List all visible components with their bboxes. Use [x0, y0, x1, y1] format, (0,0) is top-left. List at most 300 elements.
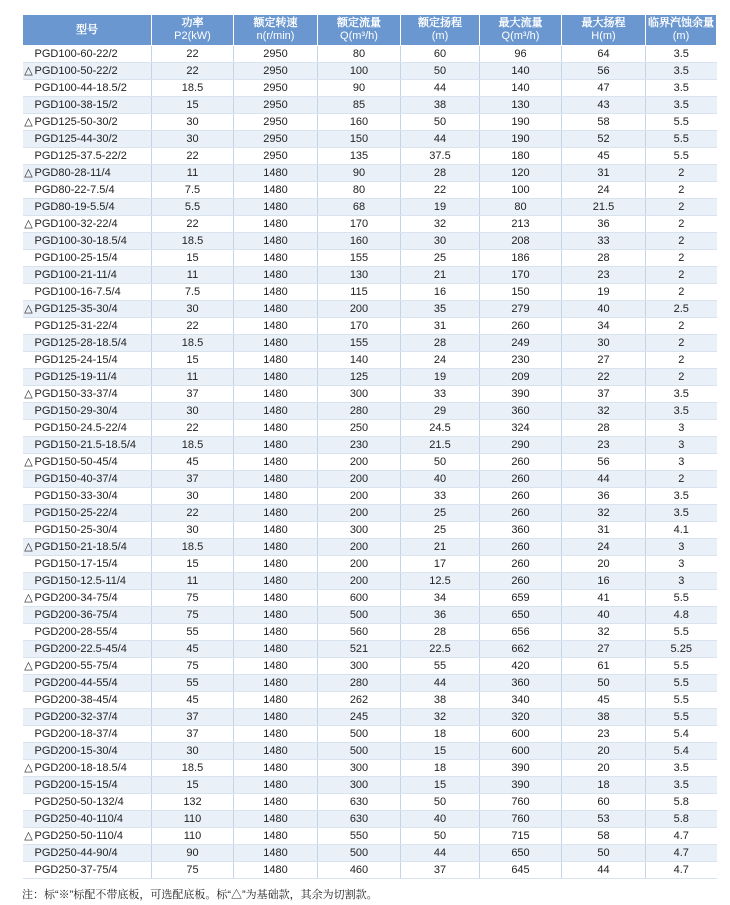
cell-model — [23, 573, 152, 590]
cell-n: 1480 — [234, 811, 318, 828]
cell-npsh: 4.7 — [646, 828, 717, 845]
cell-p: 11 — [152, 573, 234, 590]
cell-h: 32 — [401, 216, 480, 233]
cell-n: 1480 — [234, 471, 318, 488]
cell-hmax: 36 — [562, 488, 646, 505]
cell-h: 50 — [401, 63, 480, 80]
cell-q: 500 — [318, 726, 401, 743]
triangle-icon: △ — [24, 592, 33, 604]
header-max-flow: 最大流量 Q(m³/h) — [480, 15, 562, 46]
cell-n: 1480 — [234, 522, 318, 539]
cell-qmax: 190 — [480, 131, 562, 148]
cell-n: 1480 — [234, 743, 318, 760]
cell-q: 200 — [318, 301, 401, 318]
cell-model — [23, 165, 152, 182]
cell-h: 37.5 — [401, 148, 480, 165]
cell-qmax: 190 — [480, 114, 562, 131]
model-name: PGD150-29-30/4 — [34, 405, 118, 417]
cell-n: 2950 — [234, 63, 318, 80]
table-row — [23, 284, 717, 301]
header-rated-speed: 额定转速 n(r/min) — [234, 15, 318, 46]
cell-hmax: 44 — [562, 862, 646, 879]
cell-p: 30 — [152, 488, 234, 505]
model-name: PGD125-24-15/4 — [34, 354, 118, 366]
cell-npsh: 2 — [646, 216, 717, 233]
cell-n: 2950 — [234, 80, 318, 97]
cell-n: 1480 — [234, 318, 318, 335]
cell-q: 500 — [318, 743, 401, 760]
table-row — [23, 590, 717, 607]
cell-model — [23, 233, 152, 250]
cell-model — [23, 726, 152, 743]
cell-q: 200 — [318, 471, 401, 488]
cell-model — [23, 692, 152, 709]
cell-n: 1480 — [234, 794, 318, 811]
cell-model — [23, 131, 152, 148]
cell-qmax: 656 — [480, 624, 562, 641]
cell-n: 1480 — [234, 573, 318, 590]
cell-hmax: 19 — [562, 284, 646, 301]
cell-q: 160 — [318, 233, 401, 250]
cell-qmax: 662 — [480, 641, 562, 658]
cell-npsh: 3.5 — [646, 97, 717, 114]
table-row — [23, 607, 717, 624]
cell-hmax: 50 — [562, 675, 646, 692]
cell-hmax: 20 — [562, 743, 646, 760]
cell-p: 7.5 — [152, 284, 234, 301]
cell-model — [23, 488, 152, 505]
model-name: PGD80-28-11/4 — [34, 167, 111, 179]
table-row — [23, 216, 717, 233]
cell-h: 37 — [401, 862, 480, 879]
cell-qmax: 420 — [480, 658, 562, 675]
cell-hmax: 16 — [562, 573, 646, 590]
table-row — [23, 233, 717, 250]
model-name: PGD200-38-45/4 — [34, 694, 118, 706]
cell-q: 85 — [318, 97, 401, 114]
cell-model — [23, 760, 152, 777]
footnote: 注：标“※”标配不带底板，可选配底板。标“△”为基础款，其余为切割款。 — [22, 889, 378, 901]
model-name: PGD80-19-5.5/4 — [34, 201, 115, 213]
cell-p: 22 — [152, 318, 234, 335]
cell-h: 36 — [401, 607, 480, 624]
cell-h: 18 — [401, 726, 480, 743]
cell-p: 15 — [152, 777, 234, 794]
cell-npsh: 2 — [646, 369, 717, 386]
model-name: PGD250-40-110/4 — [34, 813, 123, 825]
cell-qmax: 120 — [480, 165, 562, 182]
cell-model — [23, 80, 152, 97]
cell-p: 30 — [152, 131, 234, 148]
cell-hmax: 31 — [562, 522, 646, 539]
cell-hmax: 23 — [562, 267, 646, 284]
cell-model — [23, 148, 152, 165]
cell-h: 40 — [401, 471, 480, 488]
model-name: PGD100-21-11/4 — [34, 269, 117, 281]
cell-npsh: 3.5 — [646, 386, 717, 403]
cell-h: 32 — [401, 709, 480, 726]
cell-p: 55 — [152, 624, 234, 641]
cell-p: 132 — [152, 794, 234, 811]
cell-p: 18.5 — [152, 80, 234, 97]
cell-n: 1480 — [234, 199, 318, 216]
cell-p: 18.5 — [152, 437, 234, 454]
cell-q: 200 — [318, 488, 401, 505]
cell-model — [23, 318, 152, 335]
triangle-icon: △ — [24, 762, 33, 774]
cell-npsh: 5.8 — [646, 811, 717, 828]
cell-p: 15 — [152, 97, 234, 114]
cell-model — [23, 250, 152, 267]
cell-model — [23, 641, 152, 658]
cell-p: 22 — [152, 505, 234, 522]
cell-npsh: 5.5 — [646, 658, 717, 675]
cell-q: 155 — [318, 335, 401, 352]
cell-hmax: 43 — [562, 97, 646, 114]
cell-q: 160 — [318, 114, 401, 131]
cell-hmax: 32 — [562, 505, 646, 522]
cell-n: 1480 — [234, 709, 318, 726]
header-rated-head: 额定扬程 (m) — [401, 15, 480, 46]
cell-model — [23, 267, 152, 284]
cell-p: 22 — [152, 46, 234, 63]
cell-q: 300 — [318, 760, 401, 777]
cell-hmax: 50 — [562, 845, 646, 862]
cell-h: 30 — [401, 233, 480, 250]
cell-h: 55 — [401, 658, 480, 675]
cell-qmax: 290 — [480, 437, 562, 454]
cell-model — [23, 284, 152, 301]
table-header-row — [23, 15, 717, 46]
table-row — [23, 148, 717, 165]
cell-hmax: 30 — [562, 335, 646, 352]
cell-npsh: 2 — [646, 318, 717, 335]
cell-npsh: 2.5 — [646, 301, 717, 318]
cell-p: 37 — [152, 471, 234, 488]
cell-npsh: 5.4 — [646, 743, 717, 760]
cell-qmax: 208 — [480, 233, 562, 250]
table-row — [23, 726, 717, 743]
cell-p: 7.5 — [152, 182, 234, 199]
triangle-icon: △ — [24, 388, 33, 400]
cell-p: 75 — [152, 607, 234, 624]
cell-p: 37 — [152, 386, 234, 403]
cell-model — [23, 556, 152, 573]
cell-q: 630 — [318, 794, 401, 811]
cell-h: 60 — [401, 46, 480, 63]
model-name: PGD250-50-110/4 — [34, 830, 123, 842]
cell-model — [23, 845, 152, 862]
cell-h: 21 — [401, 267, 480, 284]
cell-hmax: 47 — [562, 80, 646, 97]
cell-q: 170 — [318, 318, 401, 335]
table-row — [23, 658, 717, 675]
cell-p: 75 — [152, 590, 234, 607]
cell-n: 1480 — [234, 437, 318, 454]
cell-n: 1480 — [234, 352, 318, 369]
cell-q: 245 — [318, 709, 401, 726]
cell-model — [23, 590, 152, 607]
table-row — [23, 556, 717, 573]
cell-h: 40 — [401, 811, 480, 828]
model-name: PGD200-15-15/4 — [34, 779, 118, 791]
table-row — [23, 46, 717, 63]
cell-h: 16 — [401, 284, 480, 301]
cell-q: 80 — [318, 182, 401, 199]
cell-n: 2950 — [234, 148, 318, 165]
cell-q: 250 — [318, 420, 401, 437]
cell-hmax: 40 — [562, 301, 646, 318]
cell-npsh: 4.7 — [646, 862, 717, 879]
cell-qmax: 260 — [480, 573, 562, 590]
cell-h: 24.5 — [401, 420, 480, 437]
cell-npsh: 3 — [646, 454, 717, 471]
cell-npsh: 5.4 — [646, 726, 717, 743]
cell-h: 24 — [401, 352, 480, 369]
cell-p: 90 — [152, 845, 234, 862]
model-name: PGD200-55-75/4 — [34, 660, 118, 672]
cell-hmax: 23 — [562, 437, 646, 454]
cell-q: 280 — [318, 675, 401, 692]
model-name: PGD200-18-18.5/4 — [34, 762, 127, 774]
table-row — [23, 675, 717, 692]
cell-q: 80 — [318, 46, 401, 63]
cell-qmax: 650 — [480, 607, 562, 624]
cell-qmax: 140 — [480, 63, 562, 80]
triangle-icon: △ — [24, 303, 33, 315]
table-row — [23, 369, 717, 386]
cell-q: 300 — [318, 522, 401, 539]
cell-hmax: 24 — [562, 539, 646, 556]
triangle-icon: △ — [24, 830, 33, 842]
table-row — [23, 454, 717, 471]
cell-npsh: 3.5 — [646, 403, 717, 420]
model-name: PGD150-21-18.5/4 — [34, 541, 127, 553]
table-row — [23, 828, 717, 845]
cell-h: 29 — [401, 403, 480, 420]
cell-npsh: 5.25 — [646, 641, 717, 658]
cell-h: 44 — [401, 845, 480, 862]
cell-h: 19 — [401, 369, 480, 386]
cell-npsh: 5.5 — [646, 692, 717, 709]
cell-model — [23, 471, 152, 488]
table-row — [23, 539, 717, 556]
triangle-icon: △ — [24, 660, 33, 672]
model-name: PGD200-34-75/4 — [34, 592, 118, 604]
cell-n: 1480 — [234, 641, 318, 658]
cell-h: 50 — [401, 454, 480, 471]
cell-qmax: 390 — [480, 386, 562, 403]
cell-npsh: 4.7 — [646, 845, 717, 862]
cell-qmax: 279 — [480, 301, 562, 318]
cell-h: 21.5 — [401, 437, 480, 454]
cell-qmax: 600 — [480, 726, 562, 743]
cell-h: 28 — [401, 165, 480, 182]
triangle-icon: △ — [24, 116, 33, 128]
cell-hmax: 52 — [562, 131, 646, 148]
cell-p: 22 — [152, 420, 234, 437]
model-name: PGD150-50-45/4 — [34, 456, 118, 468]
cell-p: 45 — [152, 641, 234, 658]
cell-n: 1480 — [234, 624, 318, 641]
model-name: PGD150-12.5-11/4 — [34, 575, 127, 587]
cell-npsh: 5.5 — [646, 709, 717, 726]
cell-hmax: 56 — [562, 454, 646, 471]
cell-n: 1480 — [234, 454, 318, 471]
cell-qmax: 213 — [480, 216, 562, 233]
table-row — [23, 63, 717, 80]
cell-q: 140 — [318, 352, 401, 369]
model-name: PGD100-60-22/2 — [34, 48, 118, 60]
cell-p: 22 — [152, 216, 234, 233]
cell-h: 22 — [401, 182, 480, 199]
cell-hmax: 22 — [562, 369, 646, 386]
cell-model — [23, 539, 152, 556]
cell-n: 1480 — [234, 590, 318, 607]
cell-q: 500 — [318, 607, 401, 624]
cell-hmax: 58 — [562, 114, 646, 131]
cell-n: 1480 — [234, 539, 318, 556]
cell-model — [23, 182, 152, 199]
cell-q: 630 — [318, 811, 401, 828]
model-name: PGD150-17-15/4 — [34, 558, 118, 570]
cell-hmax: 61 — [562, 658, 646, 675]
model-name: PGD125-19-11/4 — [34, 371, 117, 383]
table-row — [23, 777, 717, 794]
cell-n: 1480 — [234, 726, 318, 743]
cell-qmax: 390 — [480, 760, 562, 777]
cell-npsh: 3.5 — [646, 505, 717, 522]
cell-model — [23, 335, 152, 352]
model-name: PGD250-37-75/4 — [34, 864, 118, 876]
cell-q: 100 — [318, 63, 401, 80]
cell-qmax: 760 — [480, 794, 562, 811]
cell-q: 560 — [318, 624, 401, 641]
cell-n: 1480 — [234, 420, 318, 437]
cell-model — [23, 216, 152, 233]
model-name: PGD100-50-22/2 — [34, 65, 118, 77]
cell-q: 200 — [318, 505, 401, 522]
cell-model — [23, 862, 152, 879]
cell-model — [23, 369, 152, 386]
cell-q: 300 — [318, 658, 401, 675]
cell-hmax: 33 — [562, 233, 646, 250]
cell-n: 1480 — [234, 777, 318, 794]
cell-hmax: 34 — [562, 318, 646, 335]
model-name: PGD100-16-7.5/4 — [34, 286, 121, 298]
cell-n: 2950 — [234, 46, 318, 63]
cell-h: 22.5 — [401, 641, 480, 658]
cell-qmax: 659 — [480, 590, 562, 607]
cell-h: 25 — [401, 250, 480, 267]
cell-qmax: 650 — [480, 845, 562, 862]
cell-model — [23, 46, 152, 63]
cell-n: 1480 — [234, 675, 318, 692]
cell-hmax: 27 — [562, 352, 646, 369]
cell-p: 18.5 — [152, 335, 234, 352]
model-name: PGD200-32-37/4 — [34, 711, 118, 723]
cell-qmax: 360 — [480, 522, 562, 539]
cell-h: 21 — [401, 539, 480, 556]
cell-n: 1480 — [234, 335, 318, 352]
table-body — [23, 46, 717, 879]
cell-q: 170 — [318, 216, 401, 233]
cell-model — [23, 522, 152, 539]
cell-npsh: 5.5 — [646, 590, 717, 607]
cell-n: 1480 — [234, 862, 318, 879]
cell-npsh: 3 — [646, 420, 717, 437]
cell-hmax: 53 — [562, 811, 646, 828]
cell-model — [23, 97, 152, 114]
cell-qmax: 80 — [480, 199, 562, 216]
cell-h: 25 — [401, 522, 480, 539]
cell-n: 1480 — [234, 182, 318, 199]
model-name: PGD125-28-18.5/4 — [34, 337, 127, 349]
model-name: PGD150-33-30/4 — [34, 490, 118, 502]
pump-spec-table — [22, 14, 717, 879]
cell-hmax: 64 — [562, 46, 646, 63]
cell-npsh: 3.5 — [646, 488, 717, 505]
cell-p: 22 — [152, 63, 234, 80]
cell-model — [23, 658, 152, 675]
cell-model — [23, 709, 152, 726]
cell-h: 50 — [401, 794, 480, 811]
cell-p: 11 — [152, 369, 234, 386]
cell-npsh: 2 — [646, 233, 717, 250]
cell-p: 30 — [152, 403, 234, 420]
cell-npsh: 2 — [646, 165, 717, 182]
cell-q: 200 — [318, 539, 401, 556]
cell-model — [23, 199, 152, 216]
cell-p: 18.5 — [152, 233, 234, 250]
model-name: PGD125-31-22/4 — [34, 320, 118, 332]
cell-qmax: 360 — [480, 675, 562, 692]
table-row — [23, 794, 717, 811]
cell-p: 22 — [152, 148, 234, 165]
table-row — [23, 301, 717, 318]
cell-qmax: 96 — [480, 46, 562, 63]
table-row — [23, 471, 717, 488]
cell-h: 25 — [401, 505, 480, 522]
cell-hmax: 44 — [562, 471, 646, 488]
cell-qmax: 100 — [480, 182, 562, 199]
cell-hmax: 38 — [562, 709, 646, 726]
model-name: PGD80-22-7.5/4 — [34, 184, 115, 196]
table-row — [23, 267, 717, 284]
cell-hmax: 18 — [562, 777, 646, 794]
cell-q: 230 — [318, 437, 401, 454]
cell-p: 55 — [152, 675, 234, 692]
cell-n: 1480 — [234, 284, 318, 301]
model-name: PGD200-36-75/4 — [34, 609, 118, 621]
model-name: PGD100-30-18.5/4 — [34, 235, 127, 247]
cell-h: 17 — [401, 556, 480, 573]
cell-model — [23, 505, 152, 522]
cell-h: 50 — [401, 828, 480, 845]
cell-n: 1480 — [234, 216, 318, 233]
cell-h: 33 — [401, 386, 480, 403]
cell-qmax: 186 — [480, 250, 562, 267]
cell-qmax: 130 — [480, 97, 562, 114]
cell-npsh: 2 — [646, 199, 717, 216]
cell-qmax: 140 — [480, 80, 562, 97]
cell-h: 44 — [401, 675, 480, 692]
cell-hmax: 28 — [562, 250, 646, 267]
cell-n: 1480 — [234, 556, 318, 573]
cell-p: 18.5 — [152, 760, 234, 777]
cell-hmax: 24 — [562, 182, 646, 199]
cell-q: 115 — [318, 284, 401, 301]
